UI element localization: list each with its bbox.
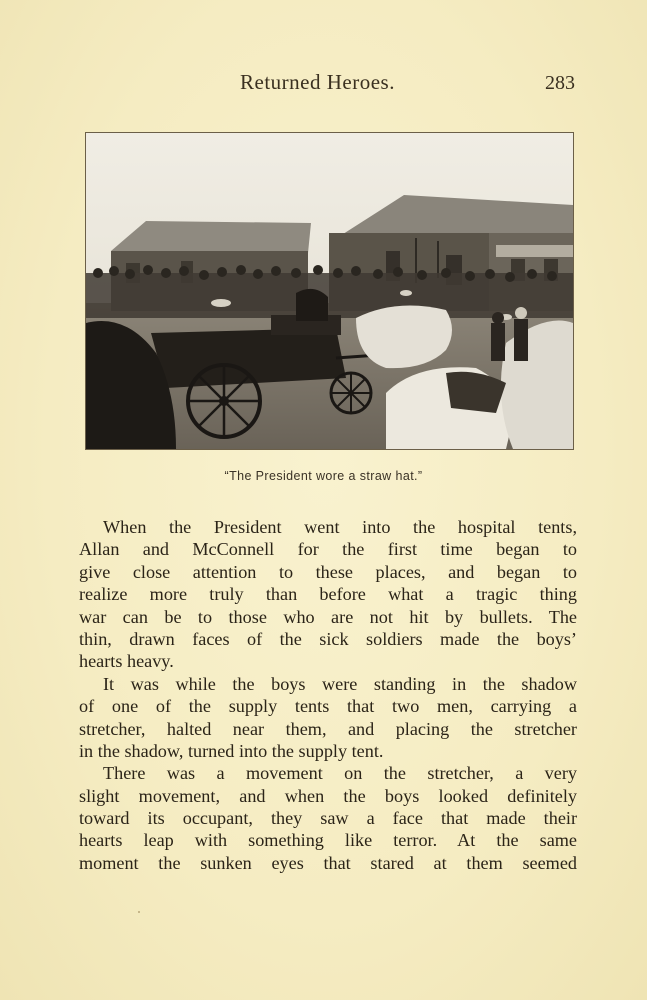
running-title: Returned Heroes. <box>240 70 395 94</box>
text-line: of one of the supply tents that two men, carrying a <box>79 696 577 717</box>
text-line: thin, drawn faces of the sick soldiers made the boys’ <box>79 628 577 649</box>
text-line: hearts heavy. <box>79 651 174 672</box>
paper-speck <box>138 911 140 913</box>
text-line: realize more truly than before what a tragic thing <box>79 584 577 605</box>
text-line: slight movement, and when the boys looked definitely <box>79 785 577 806</box>
text-line: moment the sunken eyes that stared at them seemed <box>79 852 577 873</box>
photograph-plate <box>85 132 574 450</box>
page-number: 283 <box>545 72 575 94</box>
text-line: war can be to those who are not hit by bullets. The <box>79 606 577 627</box>
text-line: toward its occupant, they saw a face that made their <box>79 808 577 829</box>
running-head <box>0 70 647 100</box>
text-line: stretcher, halted near them, and placing the stretcher <box>79 718 577 739</box>
text-line: When the President went into the hospital tents, <box>103 517 577 537</box>
text-line: give close attention to these places, and began to <box>79 561 577 582</box>
text-line: Allan and McConnell for the first time began to <box>79 539 577 560</box>
photograph <box>86 133 573 449</box>
body-text <box>79 516 577 874</box>
text-line: It was while the boys were standing in the shadow <box>103 673 577 694</box>
text-line: in the shadow, turned into the supply tent. <box>79 740 384 761</box>
figure-caption: “The President wore a straw hat.” <box>224 469 423 483</box>
text-line: There was a movement on the stretcher, a very <box>103 763 577 784</box>
crowd <box>86 265 573 320</box>
text-line: hearts leap with something like terror. At the same <box>79 830 577 851</box>
